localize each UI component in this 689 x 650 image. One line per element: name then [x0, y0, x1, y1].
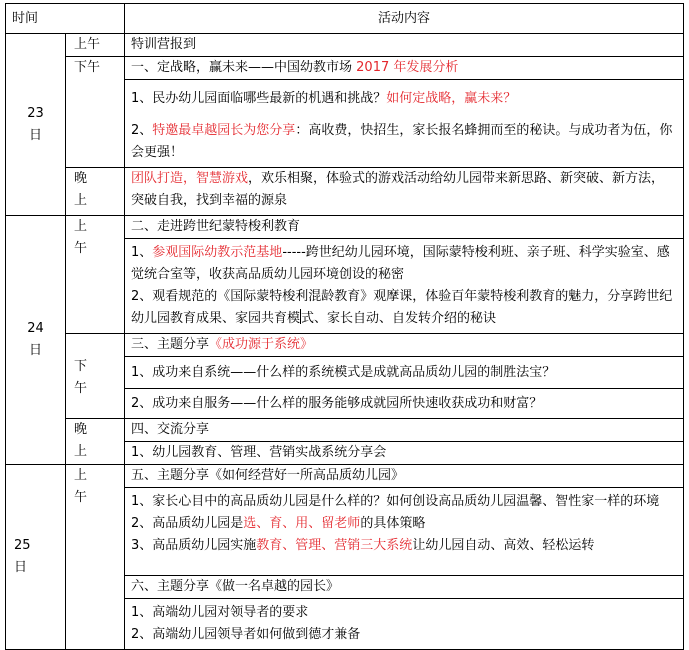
am25-label-2: 午 — [74, 490, 88, 505]
am24-item1-num: 1、 — [131, 245, 153, 260]
date-cell-23 — [6, 34, 66, 216]
eve24-label-1: 晚 — [74, 422, 88, 437]
content-24-eve-item1: 1、幼儿园教育、管理、营销实战系统分享会 — [125, 442, 684, 465]
s5-item2-tail: 的具体策略 — [360, 516, 426, 531]
content-25-s6-title: 六、主题分享《做一名卓越的园长》 — [125, 576, 684, 599]
pm23-item2 — [131, 120, 677, 164]
row-23-pm-title — [6, 57, 684, 80]
content-25-s5-title: 五、主题分享《如何经营好一所高品质幼儿园》 — [125, 465, 684, 488]
content-24-pm-title — [125, 334, 684, 357]
pm23-item1-black: 1、民办幼儿园面临哪些最新的机遇和挑战？ — [131, 91, 387, 106]
pm24-title-black: 三、主题分享 — [131, 337, 210, 352]
row-24-am-title — [6, 216, 684, 239]
pm23-title-black: 一、定战略，赢未来——中国幼教市场 — [131, 60, 357, 75]
row-23-am — [6, 34, 684, 57]
date-cell-24 — [6, 216, 66, 465]
row-23-eve — [6, 168, 684, 216]
slot-24-eve — [66, 419, 125, 465]
header-content: 活动内容 — [125, 4, 684, 34]
header-time: 时间 — [6, 4, 125, 34]
header-row — [6, 4, 684, 34]
date-23-day: 日 — [28, 127, 42, 143]
s6-item1: 1、高端幼儿园对领导者的要求 — [131, 605, 309, 620]
pm24-label-1: 下 — [74, 359, 88, 374]
s5-item3 — [131, 535, 677, 557]
am24-item2-a: 2、观看规范的《国际蒙特梭利混龄教育》观摩课，体验百年蒙特梭利教育的魅力，分享跨世纪幼儿园教育成果、家园共育模 — [131, 289, 673, 326]
content-25-s6-body — [125, 599, 684, 650]
s6-item2: 2、高端幼儿园领导者如何做到德才兼备 — [131, 627, 361, 642]
pm24-label-2: 午 — [74, 381, 88, 396]
content-23-pm-title — [125, 57, 684, 80]
eve23-label-2: 上 — [74, 193, 88, 208]
content-25-s5-body — [125, 488, 684, 576]
s5-item3-red: 教育、管理、营销三大系统 — [256, 538, 413, 553]
pm23-item2-black: ：高收费，快招生，家长报名蜂拥而至的秘诀。与成功者为伍，你会更强！ — [131, 123, 673, 160]
slot-23-pm: 下午 — [66, 57, 125, 168]
slot-24-pm — [66, 334, 125, 419]
date-24: 24 — [27, 321, 44, 336]
eve23-black: ，欢乐相聚，体验式的游戏活动给幼儿园带来新思路、新突破、新方法，突破自我，找到幸福的源泉 — [131, 171, 665, 208]
content-23-eve — [125, 168, 684, 216]
am24-label-1: 上 — [74, 219, 88, 234]
am24-item2 — [131, 286, 677, 330]
content-24-pm-item1: 1、成功来自系统——什么样的系统模式是成就高品质幼儿园的制胜法宝？ — [125, 357, 684, 389]
s5-item1: 1、家长心目中的高品质幼儿园是什么样的？如何创设高品质幼儿园温馨、智性家一样的环境 — [131, 494, 660, 509]
content-24-eve-title: 四、交流分享 — [125, 419, 684, 442]
pm24-title-red: 《成功源于系统》 — [209, 337, 314, 352]
pm23-title-red: 2017 年发展分析 — [356, 60, 459, 75]
s5-item2 — [131, 513, 677, 535]
am25-label-1: 上 — [74, 468, 88, 483]
date-25: 25 — [14, 538, 31, 553]
eve23-red: 团队打造，智慧游戏 — [131, 171, 249, 186]
content-24-pm-item2: 2、成功来自服务——什么样的服务能够成就园所快速收获成功和财富？ — [125, 389, 684, 419]
pm23-item2-num: 2、 — [131, 123, 153, 138]
slot-25-am — [66, 465, 125, 650]
pm23-item1 — [131, 88, 677, 110]
am24-item1-black: -----跨世纪幼儿园环境，国际蒙特梭利班、亲子班、科学实验室、感觉统合室等，收获高品质幼儿园环境创设的秘密 — [131, 245, 670, 282]
pm23-item1-red: 如何定战略，赢未来？ — [386, 91, 517, 106]
content-24-am-body — [125, 239, 684, 334]
eve23-label-1: 晚 — [74, 171, 88, 186]
row-25-s5-title — [6, 465, 684, 488]
s5-item3-black: 3、高品质幼儿园实施 — [131, 538, 257, 553]
content-23-am: 特训营报到 — [125, 34, 684, 57]
date-cell-25 — [6, 465, 66, 650]
schedule-table — [5, 3, 684, 650]
content-23-pm-body — [125, 80, 684, 168]
row-24-pm-title — [6, 334, 684, 357]
am24-item2-b: 式、家长自动、自发转介绍的秘诀 — [301, 311, 497, 326]
date-24-day: 日 — [28, 343, 42, 358]
date-25-day: 日 — [14, 560, 28, 575]
s5-item3-tail: 让幼儿园自动、高效、轻松运转 — [412, 538, 595, 553]
slot-24-am — [66, 216, 125, 334]
s5-item2-black: 2、高品质幼儿园是 — [131, 516, 244, 531]
row-24-eve-title — [6, 419, 684, 442]
slot-23-am: 上午 — [66, 34, 125, 57]
eve24-label-2: 上 — [74, 444, 88, 459]
s5-item2-red: 选、育、用、留老师 — [243, 516, 361, 531]
slot-23-eve — [66, 168, 125, 216]
pm23-item2-red: 特邀最卓越园长为您分享 — [152, 123, 296, 138]
am24-label-2: 午 — [74, 241, 88, 256]
am24-item1 — [131, 242, 677, 286]
am24-item1-red: 参观国际幼教示范基地 — [152, 245, 283, 260]
date-23: 23 — [27, 105, 44, 121]
content-24-am-title: 二、走进跨世纪蒙特梭利教育 — [125, 216, 684, 239]
